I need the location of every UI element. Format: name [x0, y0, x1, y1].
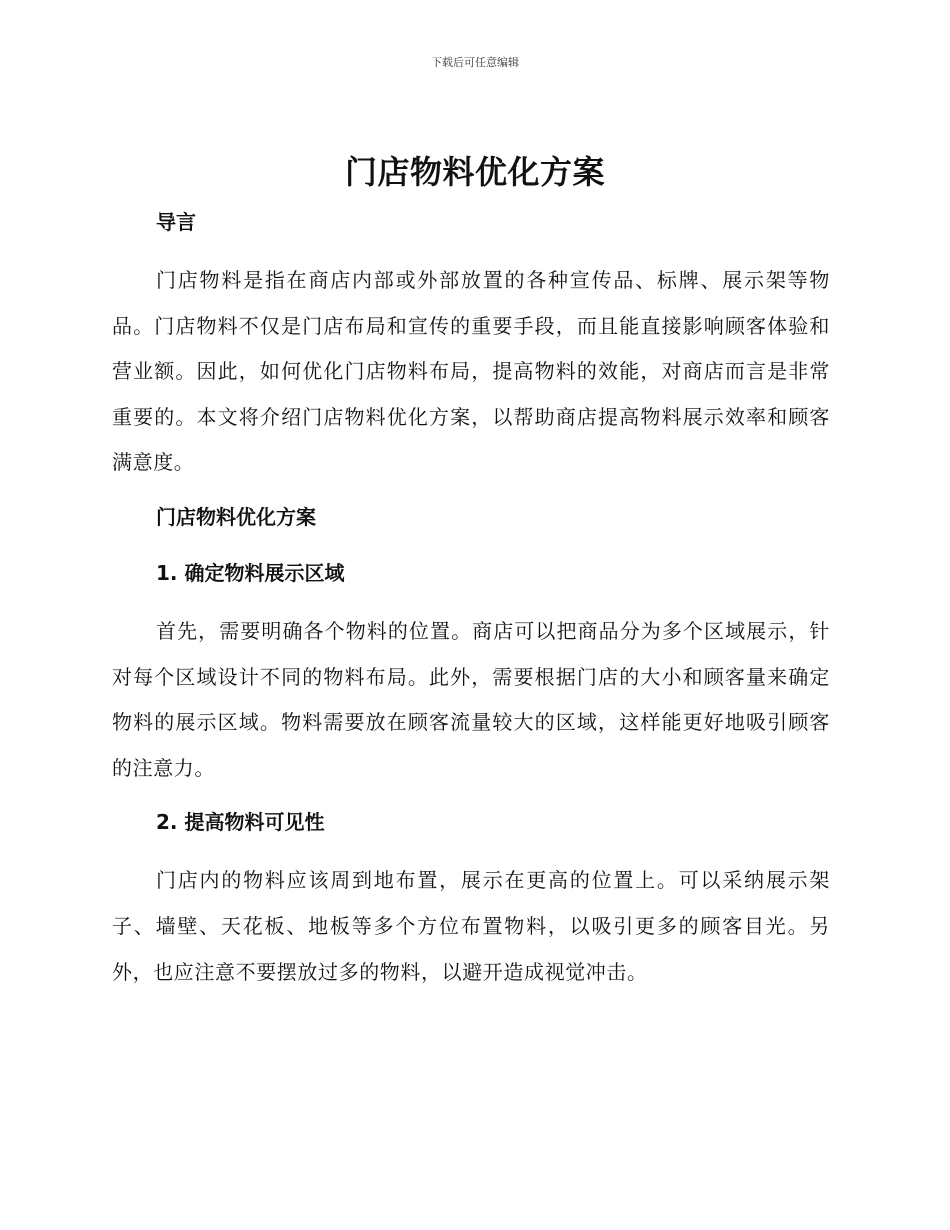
intro-heading: 导言: [156, 210, 196, 234]
section-heading: 门店物料优化方案: [156, 504, 316, 529]
subsection-2-heading: 2. 提高物料可见性: [156, 810, 325, 835]
document-body: [112, 203, 830, 995]
header-note: 下载后可任意编辑: [431, 56, 519, 69]
subsection-2-paragraph: 门店内的物料应该周到地布置，展示在更高的位置上。可以采纳展示架子、墙壁、天花板、地板等多个方位布置物料，以吸引更多的顾客目光。另外，也应注意不要摆放过多的物料，以避开造成视觉冲击。: [112, 868, 830, 984]
intro-paragraph: 门店物料是指在商店内部或外部放置的各种宣传品、标牌、展示架等物品。门店物料不仅是门店布局和宣传的重要手段，而且能直接影响顾客体验和营业额。因此，如何优化门店物料布局，提高物料的效能，对商店而言是非常重要的。本文将介绍门店物料优化方案，以帮助商店提高物料展示效率和顾客满意度。: [112, 268, 830, 475]
subsection-1-heading: 1. 确定物料展示区域: [156, 560, 345, 585]
document-title: 门店物料优化方案: [344, 153, 605, 191]
subsection-1-paragraph: 首先，需要明确各个物料的位置。商店可以把商品分为多个区域展示，针对每个区域设计不同的物料布局。此外，需要根据门店的大小和顾客量来确定物料的展示区域。物料需要放在顾客流量较大的区域，这样能更好地吸引顾客的注意力。: [112, 618, 830, 780]
